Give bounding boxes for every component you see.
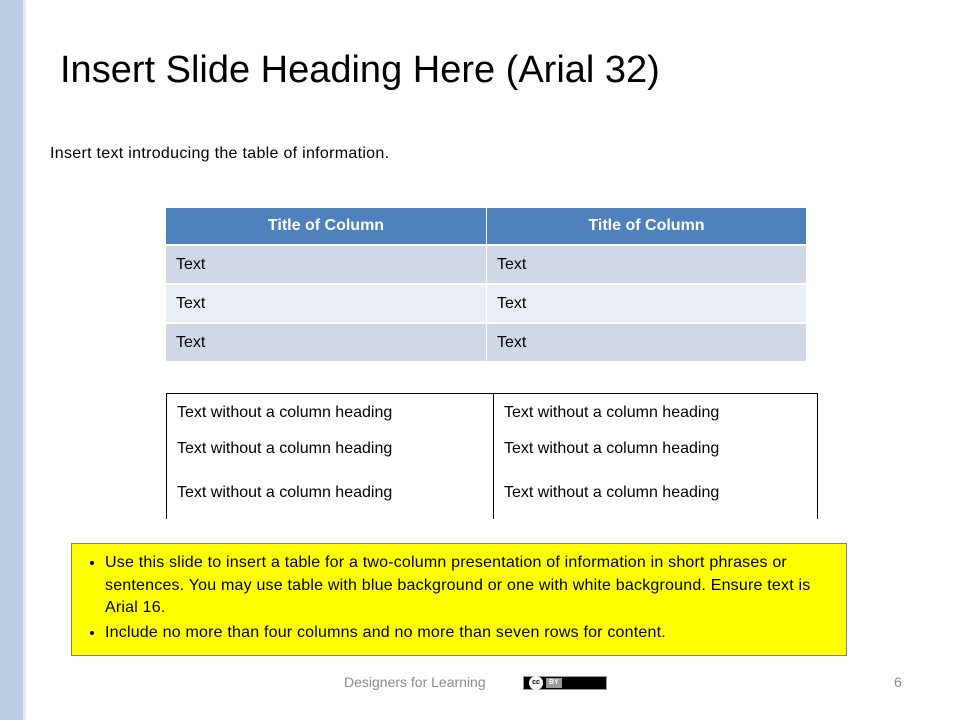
intro-text: Insert text introducing the table of information. xyxy=(50,145,390,162)
left-accent-bar xyxy=(0,0,23,720)
instruction-note-box xyxy=(71,543,847,656)
table-cell: Text without a column heading xyxy=(167,467,494,519)
table-cell: Text without a column heading xyxy=(494,467,818,519)
table-row xyxy=(166,323,806,362)
table-cell: Text xyxy=(166,284,487,323)
instruction-bullet: • Use this slide to insert a table for a two-column presentation of information in short phrases or sentences. You may use table with blue background or one with white background. Ensure text is Arial 16. xyxy=(105,552,836,620)
table-cell: Text xyxy=(166,245,487,284)
cc-license-badge[interactable] xyxy=(523,676,607,690)
table-row xyxy=(166,284,806,323)
page-number: 6 xyxy=(894,674,902,690)
table-row xyxy=(167,467,818,519)
instruction-list xyxy=(86,552,836,644)
table-cell: Text xyxy=(487,323,807,362)
table-cell: Text without a column heading xyxy=(494,394,818,432)
table-header-row xyxy=(166,208,806,245)
column-header: Title of Column xyxy=(166,208,487,245)
slide-title: Insert Slide Heading Here (Arial 32) xyxy=(60,49,660,91)
table-cell: Text without a column heading xyxy=(167,431,494,467)
footer-text: Designers for Learning xyxy=(344,674,486,690)
white-table xyxy=(166,393,818,519)
table-row xyxy=(167,431,818,467)
table-cell: Text xyxy=(487,284,807,323)
table-cell: Text without a column heading xyxy=(494,431,818,467)
left-accent-bar-edge xyxy=(23,0,25,720)
table-cell: Text without a column heading xyxy=(167,394,494,432)
cc-by-label: BY xyxy=(546,678,562,688)
column-header: Title of Column xyxy=(487,208,807,245)
instruction-bullet: • Include no more than four columns and no more than seven rows for content. xyxy=(105,622,836,645)
table-row xyxy=(166,245,806,284)
table-cell: Text xyxy=(487,245,807,284)
blue-table xyxy=(166,208,806,363)
table-row xyxy=(167,394,818,432)
cc-icon: cc xyxy=(529,676,543,690)
table-cell: Text xyxy=(166,323,487,362)
